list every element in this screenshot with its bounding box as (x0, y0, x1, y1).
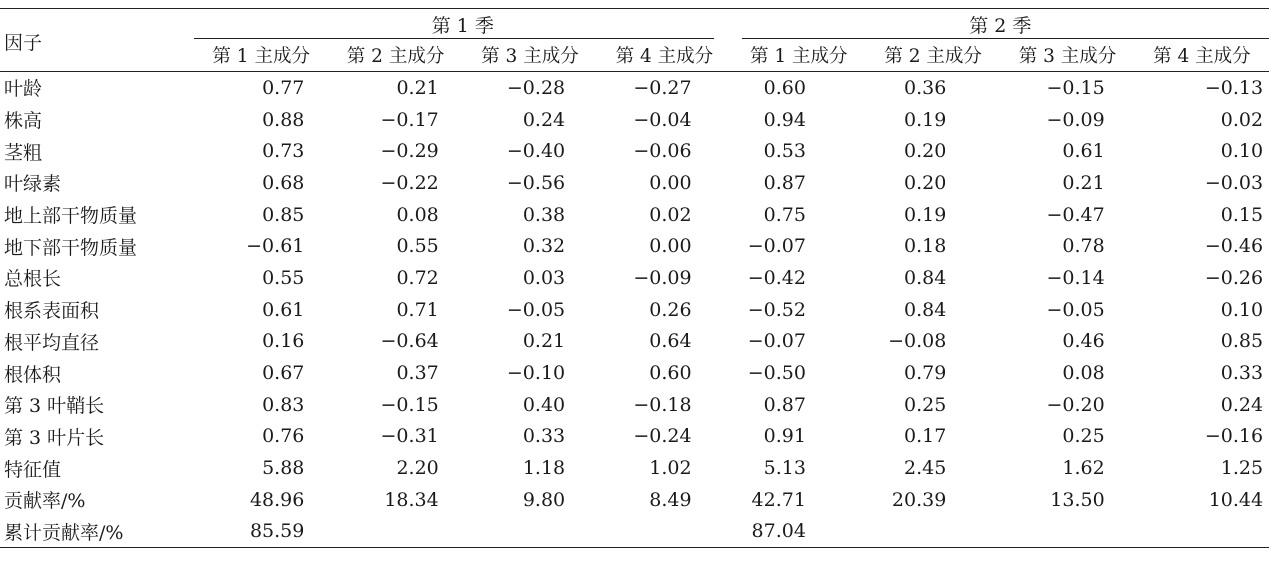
loading-cell: 9.80 (522, 488, 566, 511)
loading-cell: −0.06 (633, 140, 692, 163)
loading-cell: 0.03 (522, 266, 566, 289)
loading-cell: −0.05 (1046, 298, 1105, 321)
loading-cell: 0.83 (262, 393, 305, 416)
loading-cell: −0.15 (380, 393, 439, 416)
component-header: 第 1 主成分 (749, 46, 848, 67)
loading-cell: 0.40 (522, 393, 566, 416)
table-row (0, 72, 1269, 104)
table-row (0, 262, 1269, 294)
loading-cell: 0.78 (1062, 235, 1105, 258)
header-row-seasons (0, 9, 1269, 40)
factor-label: 地下部干物质量 (4, 236, 138, 259)
loading-cell: 0.60 (763, 76, 806, 99)
factor-label: 根系表面积 (4, 300, 100, 323)
loading-cell: 18.34 (384, 488, 439, 511)
loading-cell: −0.28 (506, 76, 566, 99)
loading-cell: 0.68 (262, 171, 305, 194)
loading-cell: 0.21 (522, 330, 566, 353)
loading-cell: 0.19 (903, 108, 947, 131)
loading-cell: 1.18 (522, 457, 566, 480)
loading-cell: 0.85 (262, 203, 305, 226)
loading-cell: 0.94 (763, 108, 806, 131)
loading-cell: 0.67 (262, 362, 305, 385)
loading-cell: −0.42 (747, 266, 806, 289)
loading-cell: 0.72 (396, 266, 439, 289)
component-header: 第 4 主成分 (1153, 46, 1251, 67)
loading-cell: −0.61 (246, 235, 305, 258)
loading-cell: 0.61 (262, 298, 305, 321)
loading-cell: 2.20 (396, 457, 439, 480)
table-row (0, 357, 1269, 389)
loading-cell: 0.53 (763, 140, 806, 163)
loading-cell (463, 516, 597, 548)
loading-cell: 0.00 (649, 235, 692, 258)
loading-cell: 5.13 (763, 457, 806, 480)
season-2-label: 第 2 季 (969, 14, 1032, 37)
factor-label: 根体积 (4, 363, 62, 386)
loading-cell: 0.08 (1062, 362, 1105, 385)
loading-cell: 0.60 (649, 362, 692, 385)
loading-cell: 0.21 (1062, 171, 1105, 194)
loading-cell: −0.20 (1046, 393, 1105, 416)
factor-label: 根平均直径 (4, 331, 100, 354)
loading-cell: −0.08 (888, 330, 947, 353)
loading-cell: 0.37 (396, 362, 439, 385)
loading-cell: −0.10 (506, 362, 566, 385)
loading-cell: 0.16 (262, 330, 305, 353)
loading-cell: −0.15 (1046, 76, 1105, 99)
loading-cell: 0.88 (262, 108, 305, 131)
factor-label: 第 3 叶鞘长 (4, 395, 105, 418)
loading-cell: −0.50 (747, 362, 806, 385)
loading-cell: −0.16 (1204, 425, 1264, 448)
loading-cell: 0.38 (522, 203, 566, 226)
table-row (0, 104, 1269, 136)
factor-label: 地上部干物质量 (4, 205, 138, 228)
loading-cell: 0.87 (763, 393, 806, 416)
loading-cell: −0.09 (633, 266, 692, 289)
factor-label: 叶绿素 (4, 173, 62, 196)
table-row (0, 199, 1269, 231)
loading-cell: 0.24 (522, 108, 566, 131)
season-1-header (194, 9, 732, 40)
table-row (0, 167, 1269, 199)
loading-cell: 0.84 (903, 266, 947, 289)
loading-cell: −0.26 (1204, 266, 1264, 289)
loading-cell: 85.59 (194, 516, 328, 548)
loading-cell: 0.55 (262, 266, 305, 289)
loading-cell: −0.29 (380, 140, 439, 163)
loading-cell: 0.08 (396, 203, 439, 226)
loading-cell: −0.46 (1204, 235, 1264, 258)
loading-cell: −0.27 (633, 76, 692, 99)
loading-cell: −0.22 (380, 171, 439, 194)
loading-cell: −0.52 (747, 298, 806, 321)
factor-label: 特征值 (4, 458, 62, 481)
loading-cell (1000, 516, 1134, 548)
factor-label: 贡献率/% (4, 490, 86, 513)
factor-label: 茎粗 (4, 141, 43, 164)
loading-cell (328, 516, 462, 548)
loading-cell: 1.62 (1062, 457, 1105, 480)
loading-cell: 0.61 (1062, 140, 1105, 163)
loading-cell: 0.46 (1062, 330, 1105, 353)
loading-cell: −0.24 (633, 425, 692, 448)
loading-cell: 0.33 (1220, 362, 1264, 385)
loading-cell: −0.31 (380, 425, 439, 448)
loading-cell: 0.20 (903, 140, 947, 163)
loading-cell: 0.87 (763, 171, 806, 194)
loading-cell: 87.04 (732, 516, 866, 548)
loading-cell: 0.00 (649, 171, 692, 194)
component-header: 第 3 主成分 (1018, 46, 1117, 67)
loading-cell: −0.18 (633, 393, 692, 416)
loading-cell: −0.14 (1046, 266, 1105, 289)
factor-label: 总根长 (4, 268, 62, 291)
pca-loadings-table (0, 8, 1269, 548)
loading-cell: 5.88 (262, 457, 305, 480)
table-row (0, 294, 1269, 326)
loading-cell: 0.15 (1220, 203, 1264, 226)
loading-cell: 0.73 (262, 140, 305, 163)
loading-cell: 0.64 (649, 330, 692, 353)
factor-header: 因子 (0, 9, 194, 72)
component-header: 第 1 主成分 (212, 46, 310, 67)
loading-cell: 0.77 (262, 76, 305, 99)
season-2-header (732, 9, 1269, 40)
loading-cell: 0.10 (1220, 298, 1264, 321)
table-row (0, 135, 1269, 167)
loading-cell: 20.39 (891, 488, 947, 511)
loading-cell: 0.25 (1062, 425, 1105, 448)
loading-cell: 13.50 (1050, 488, 1105, 511)
season-1-label: 第 1 季 (431, 14, 494, 37)
loading-cell: −0.47 (1046, 203, 1105, 226)
table-body (0, 72, 1269, 548)
loading-cell: 0.32 (522, 235, 566, 258)
loading-cell: −0.09 (1046, 108, 1105, 131)
table-row (0, 421, 1269, 453)
factor-label: 累计贡献率/% (0, 516, 194, 548)
loading-cell: −0.17 (380, 108, 439, 131)
loading-cell (1135, 516, 1269, 548)
loading-cell: 0.21 (396, 76, 439, 99)
loading-cell: 0.33 (522, 425, 566, 448)
loading-cell: 0.20 (903, 171, 947, 194)
table-row (0, 389, 1269, 421)
factor-label: 株高 (4, 110, 43, 133)
loading-cell: 0.24 (1220, 393, 1264, 416)
loading-cell: 1.02 (649, 457, 692, 480)
loading-cell: 2.45 (903, 457, 947, 480)
loading-cell: −0.40 (506, 140, 566, 163)
table-row (0, 326, 1269, 358)
loading-cell: 8.49 (649, 488, 692, 511)
component-header: 第 3 主成分 (481, 46, 579, 67)
table-row (0, 484, 1269, 516)
factor-label: 第 3 叶片长 (4, 426, 105, 449)
loading-cell: 0.76 (262, 425, 305, 448)
loading-cell: −0.13 (1204, 76, 1264, 99)
loading-cell: 48.96 (249, 488, 305, 511)
table-row (0, 516, 1269, 548)
loading-cell: −0.07 (747, 235, 806, 258)
factor-label: 叶龄 (4, 78, 43, 101)
loading-cell: 0.02 (649, 203, 692, 226)
loading-cell: 10.44 (1208, 488, 1264, 511)
loading-cell: 0.02 (1220, 108, 1264, 131)
loading-cell: −0.07 (747, 330, 806, 353)
loading-cell: −0.05 (506, 298, 566, 321)
loading-cell: 0.10 (1220, 140, 1264, 163)
loading-cell: 0.17 (903, 425, 947, 448)
component-header: 第 4 主成分 (615, 46, 714, 67)
loading-cell: 0.71 (396, 298, 439, 321)
loading-cell: 0.91 (763, 425, 806, 448)
loading-cell: −0.03 (1204, 171, 1264, 194)
component-header: 第 2 主成分 (346, 46, 445, 67)
loading-cell: 1.25 (1220, 457, 1264, 480)
loading-cell: 0.18 (903, 235, 947, 258)
component-header: 第 2 主成分 (884, 46, 982, 67)
loading-cell: 0.75 (763, 203, 806, 226)
loading-cell: 0.36 (903, 76, 947, 99)
loading-cell: 0.19 (903, 203, 947, 226)
loading-cell (866, 516, 1000, 548)
table-row (0, 452, 1269, 484)
loading-cell: −0.64 (380, 330, 439, 353)
loading-cell: 0.25 (903, 393, 947, 416)
loading-cell (597, 516, 731, 548)
loading-cell: 0.85 (1220, 330, 1264, 353)
loading-cell: −0.04 (633, 108, 692, 131)
loading-cell: 0.84 (903, 298, 947, 321)
loading-cell: −0.56 (506, 171, 566, 194)
loading-cell: 0.26 (649, 298, 692, 321)
loading-cell: 0.55 (396, 235, 439, 258)
table-row (0, 230, 1269, 262)
loading-cell: 42.71 (751, 488, 806, 511)
loading-cell: 0.79 (903, 362, 947, 385)
